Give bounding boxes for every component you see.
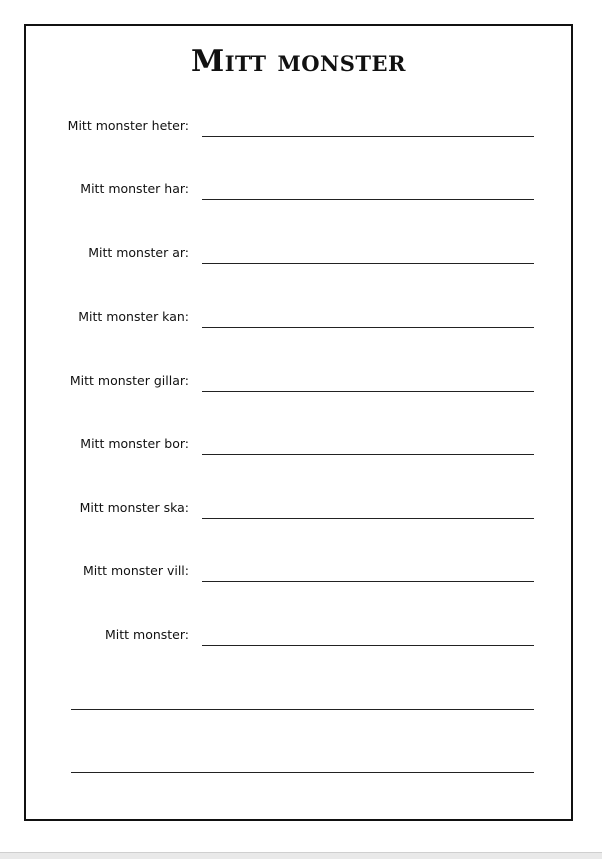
field-label: Mitt monster: bbox=[104, 627, 189, 642]
field-label: Mitt monster vill: bbox=[82, 563, 189, 578]
answer-line[interactable] bbox=[202, 391, 534, 392]
answer-line[interactable] bbox=[202, 263, 534, 264]
field-row-heter bbox=[26, 113, 571, 137]
answer-line[interactable] bbox=[202, 645, 534, 646]
free-writing-line[interactable] bbox=[71, 772, 534, 773]
field-label: Mitt monster ska: bbox=[79, 500, 189, 515]
field-row-har bbox=[26, 176, 571, 200]
free-writing-line[interactable] bbox=[71, 709, 534, 710]
field-row-gillar bbox=[26, 368, 571, 392]
answer-line[interactable] bbox=[202, 581, 534, 582]
answer-line[interactable] bbox=[202, 327, 534, 328]
field-row-bor bbox=[26, 431, 571, 455]
field-row-ska bbox=[26, 495, 571, 519]
field-label: Mitt monster bor: bbox=[80, 436, 189, 451]
field-label: Mitt monster kan: bbox=[78, 309, 189, 324]
answer-line[interactable] bbox=[202, 518, 534, 519]
answer-line[interactable] bbox=[202, 454, 534, 455]
field-row-monster bbox=[26, 622, 571, 646]
answer-line[interactable] bbox=[202, 136, 534, 137]
page-title: Mitt monster bbox=[191, 44, 406, 79]
worksheet-page bbox=[24, 24, 573, 821]
field-label: Mitt monster gillar: bbox=[69, 373, 189, 388]
field-label: Mitt monster ar: bbox=[88, 245, 189, 260]
field-row-vill bbox=[26, 558, 571, 582]
field-label: Mitt monster har: bbox=[80, 181, 189, 196]
field-label: Mitt monster heter: bbox=[67, 118, 189, 133]
field-row-ar bbox=[26, 240, 571, 264]
answer-line[interactable] bbox=[202, 199, 534, 200]
field-row-kan bbox=[26, 304, 571, 328]
